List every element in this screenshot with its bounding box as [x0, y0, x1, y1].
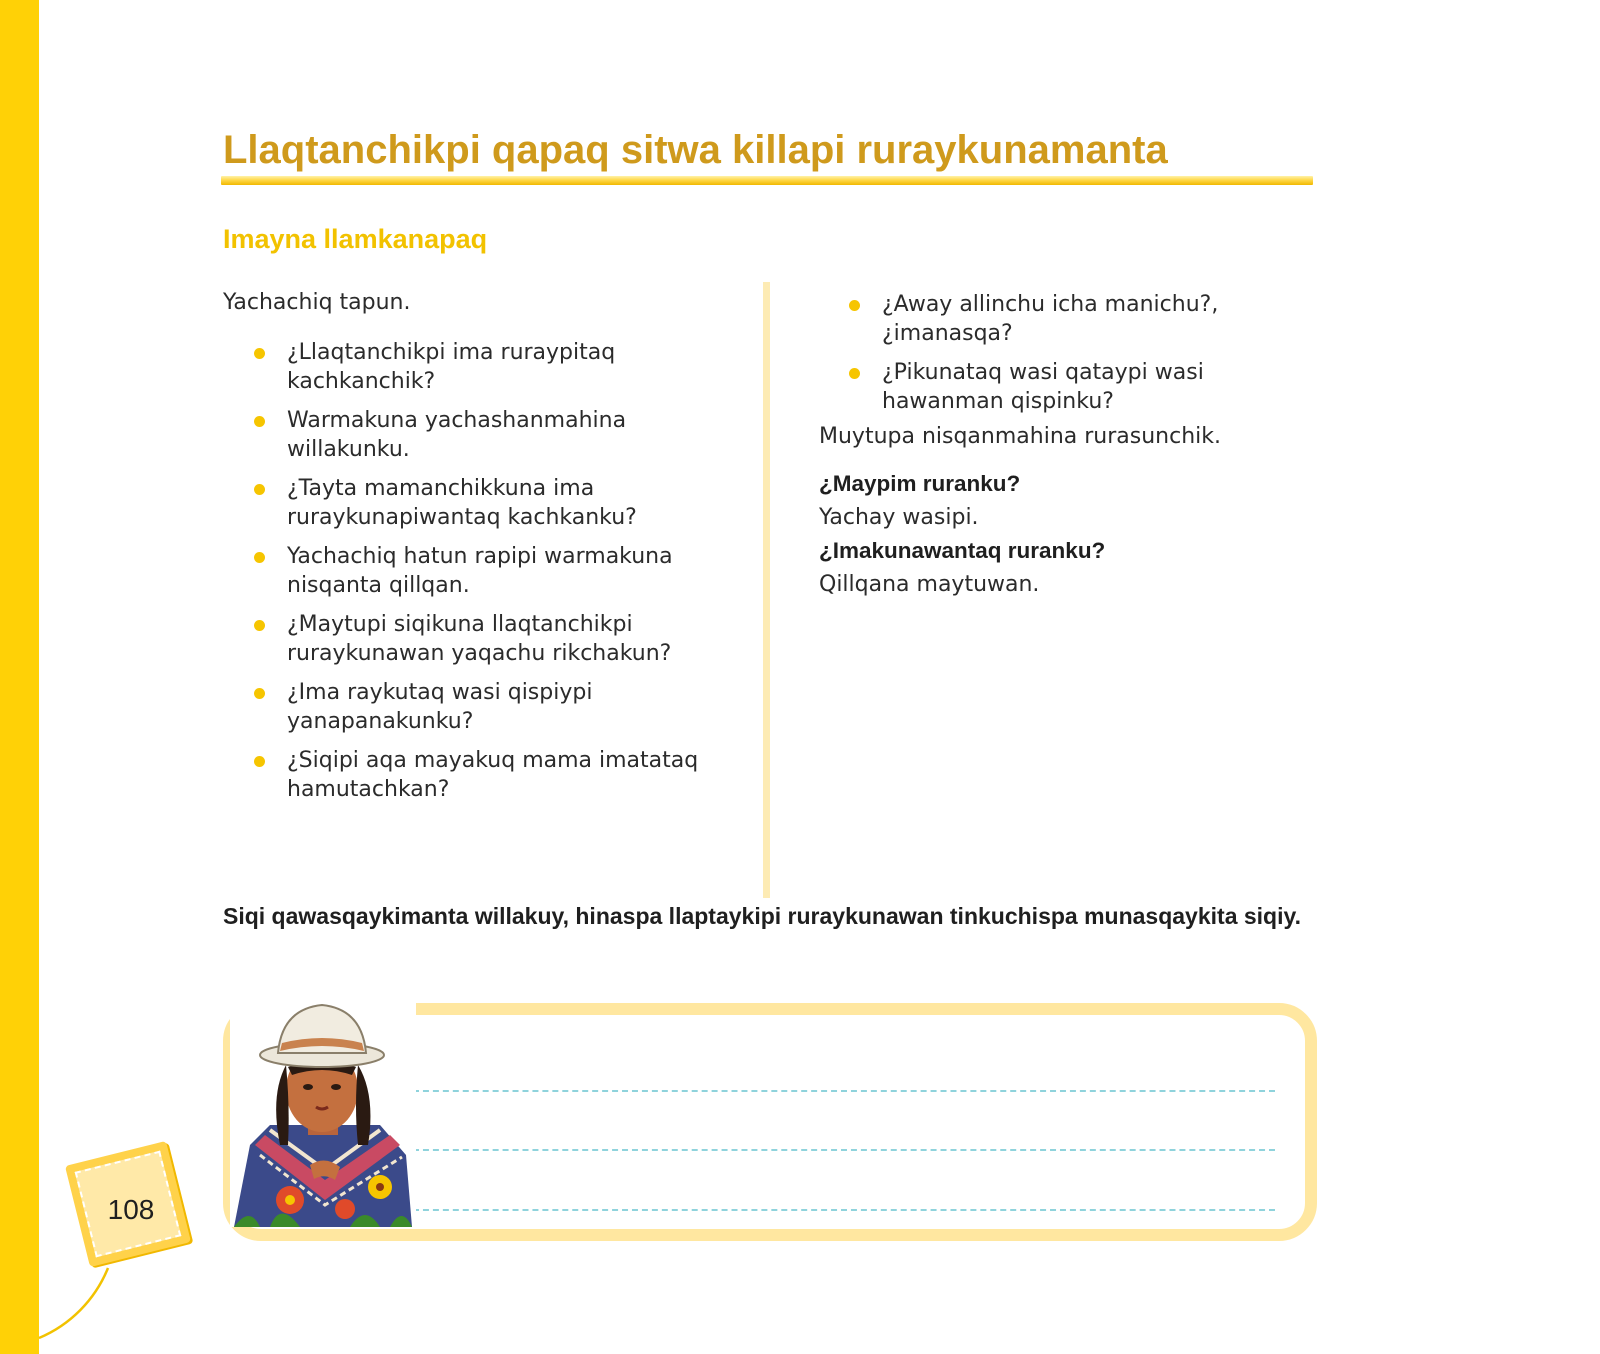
- list-item: ¿Siqipi aqa mayakuq mama imatataq hamutachkan?: [287, 746, 727, 804]
- answer-where: Yachay wasipi.: [819, 505, 979, 530]
- bullet-dot-icon: [254, 552, 265, 563]
- page-title: Llaqtanchikpi qapaq sitwa killapi ruraykunamanta: [223, 128, 1168, 172]
- left-accent-bar: [0, 0, 39, 1354]
- list-item: ¿Ima raykutaq wasi qispiypi yanapanakunku?: [287, 678, 727, 736]
- question-list-right: [882, 290, 1282, 426]
- bullet-dot-icon: [254, 484, 265, 495]
- column-divider: [763, 282, 770, 898]
- section-subtitle: Imayna llamkanapaq: [223, 224, 488, 254]
- page-number: 108: [107, 1194, 155, 1225]
- intro-text: Yachachiq tapun.: [223, 290, 411, 315]
- writing-line[interactable]: [413, 1149, 1275, 1151]
- bullet-dot-icon: [849, 300, 860, 311]
- bullet-dot-icon: [254, 688, 265, 699]
- bullet-dot-icon: [849, 368, 860, 379]
- list-item: ¿Maytupi siqikuna llaqtanchikpi ruraykunawan yaqachu rikchakun?: [287, 610, 727, 668]
- question-heading-where: ¿Maypim ruranku?: [819, 471, 1021, 496]
- title-underline: [221, 176, 1313, 185]
- question-heading-what: ¿Imakunawantaq ruranku?: [819, 538, 1106, 563]
- list-item: Warmakuna yachashanmahina willakunku.: [287, 406, 727, 464]
- bullet-dot-icon: [254, 348, 265, 359]
- bullet-dot-icon: [254, 620, 265, 631]
- writing-line[interactable]: [413, 1209, 1275, 1211]
- bullet-dot-icon: [254, 756, 265, 767]
- writing-line[interactable]: [413, 1090, 1275, 1092]
- list-item: ¿Llaqtanchikpi ima ruraypitaq kachkanchik?: [287, 338, 727, 396]
- list-item: ¿Tayta mamanchikkuna ima ruraykunapiwantaq kachkanku?: [287, 474, 727, 532]
- answer-what: Qillqana maytuwan.: [819, 572, 1040, 597]
- list-item: Yachachiq hatun rapipi warmakuna nisqanta qillqan.: [287, 542, 727, 600]
- drawing-instruction: Siqi qawasqaykimanta willakuy, hinaspa llaptaykipi ruraykunawan tinkuchispa munasqaykita siqiy.: [223, 903, 1301, 929]
- girl-with-hat-illustration: [230, 995, 416, 1227]
- closing-text: Muytupa nisqanmahina rurasunchik.: [819, 424, 1221, 449]
- list-item: ¿Away allinchu icha manichu?, ¿imanasqa?: [882, 290, 1282, 348]
- bullet-dot-icon: [254, 416, 265, 427]
- list-item: ¿Pikunataq wasi qataypi wasi hawanman qispinku?: [882, 358, 1282, 416]
- question-list-left: [287, 338, 727, 814]
